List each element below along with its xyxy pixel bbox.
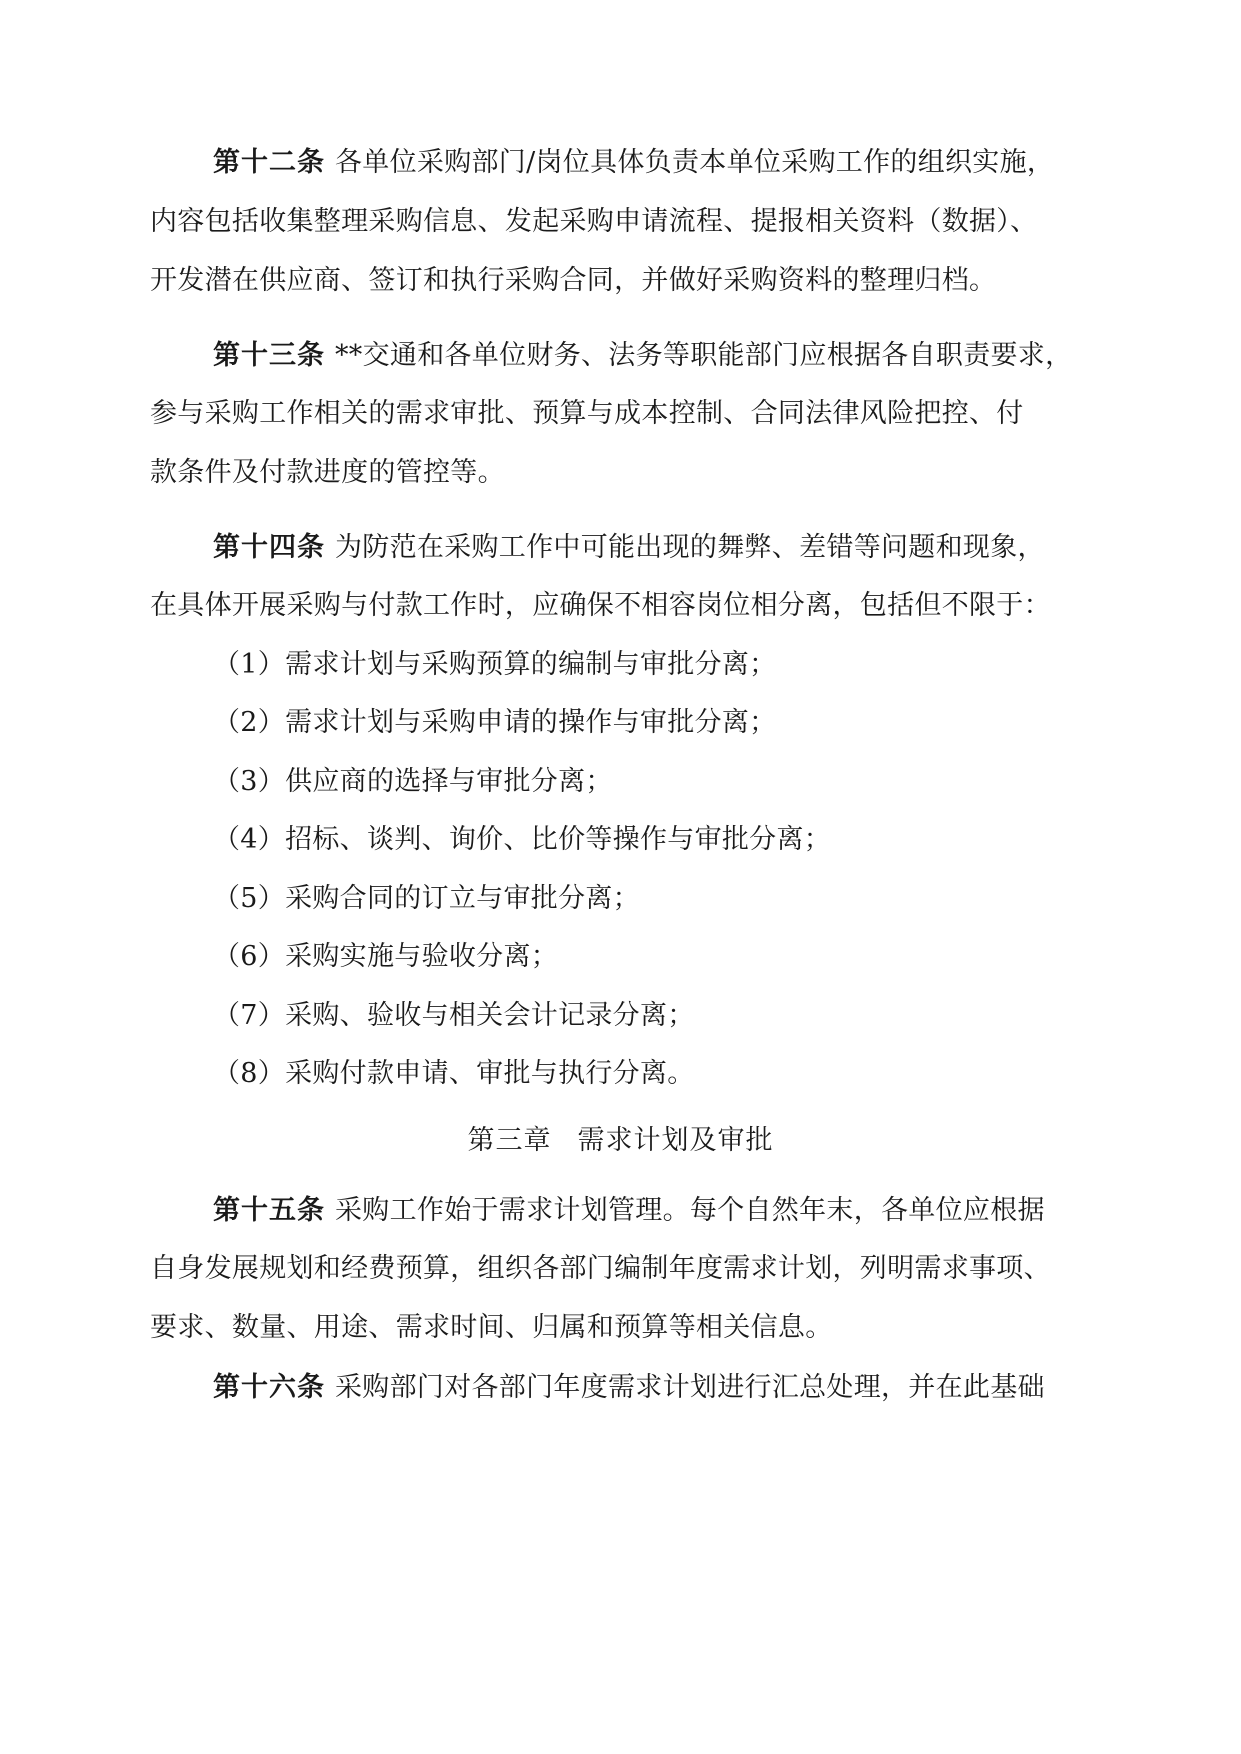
article-14-text: 为防范在采购工作中可能出现的舞弊、差错等问题和现象， <box>335 532 1045 563</box>
article-12-line-1 <box>213 146 1173 180</box>
article-13-text: **交通和各单位财务、法务等职能部门应根据各自职责要求， <box>335 340 1073 371</box>
article-15-text: 采购工作始于需求计划管理。每个自然年末，各单位应根据 <box>335 1195 1045 1226</box>
list-item-4: （4）招标、谈判、询价、比价等操作与审批分离； <box>213 824 832 855</box>
list-item-8: （8）采购付款申请、审批与执行分离。 <box>213 1058 695 1089</box>
article-12-text: 各单位采购部门/岗位具体负责本单位采购工作的组织实施， <box>335 147 1055 178</box>
article-15-line-1 <box>213 1194 1173 1228</box>
article-14-heading: 第十四条 <box>213 532 325 563</box>
list-item-1: （1）需求计划与采购预算的编制与审批分离； <box>213 649 777 680</box>
article-13-line-3: 款条件及付款进度的管控等。 <box>150 457 505 488</box>
list-item-6: （6）采购实施与验收分离； <box>213 941 559 972</box>
article-16-text: 采购部门对各部门年度需求计划进行汇总处理，并在此基础 <box>335 1372 1045 1403</box>
article-14-line-2: 在具体开展采购与付款工作时，应确保不相容岗位相分离，包括但不限于： <box>150 590 1051 621</box>
article-14-line-1 <box>213 531 1173 565</box>
article-12-heading: 第十二条 <box>213 147 325 178</box>
article-12-line-3: 开发潜在供应商、签订和执行采购合同，并做好采购资料的整理归档。 <box>150 265 997 296</box>
list-item-7: （7）采购、验收与相关会计记录分离； <box>213 1000 695 1031</box>
article-13-line-1 <box>213 339 1173 373</box>
chapter-title: 需求计划及审批 <box>577 1125 774 1156</box>
article-15-heading: 第十五条 <box>213 1195 325 1226</box>
chapter-number: 第三章 <box>467 1125 552 1156</box>
article-15-line-3: 要求、数量、用途、需求时间、归属和预算等相关信息。 <box>150 1312 833 1343</box>
article-13-line-2: 参与采购工作相关的需求审批、预算与成本控制、合同法律风险把控、付 <box>150 398 1024 429</box>
list-item-2: （2）需求计划与采购申请的操作与审批分离； <box>213 707 777 738</box>
article-16-line-1 <box>213 1371 1173 1405</box>
article-15-line-2: 自身发展规划和经费预算，组织各部门编制年度需求计划，列明需求事项、 <box>150 1253 1051 1284</box>
list-item-3: （3）供应商的选择与审批分离； <box>213 766 613 797</box>
article-12-line-2: 内容包括收集整理采购信息、发起采购申请流程、提报相关资料（数据）、 <box>150 206 1038 237</box>
article-13-heading: 第十三条 <box>213 340 325 371</box>
list-item-5: （5）采购合同的订立与审批分离； <box>213 883 640 914</box>
chapter-heading <box>0 1124 1241 1158</box>
article-16-heading: 第十六条 <box>213 1372 325 1403</box>
